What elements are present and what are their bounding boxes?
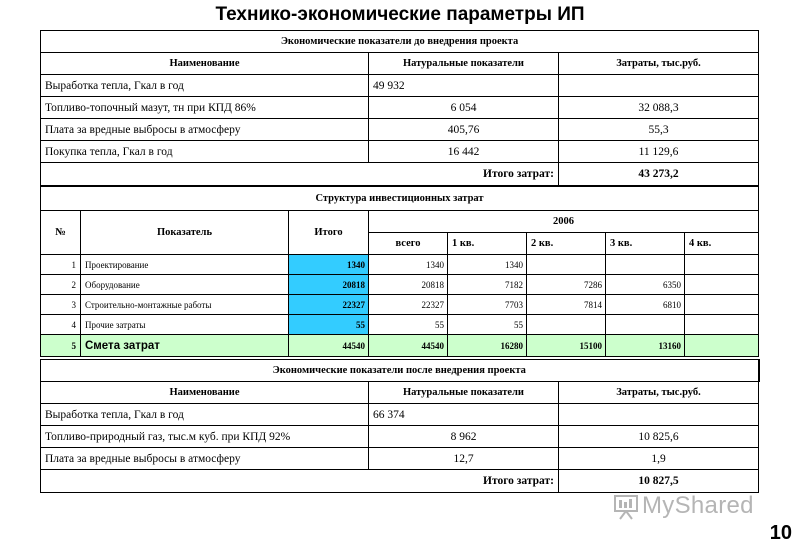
- table-row: [41, 75, 759, 97]
- row-q3: [606, 315, 685, 335]
- row-all: 55: [369, 315, 448, 335]
- row-name: Оборудование: [81, 275, 289, 295]
- row-cost: [559, 404, 759, 426]
- row-total: 55: [289, 315, 369, 335]
- total-value: 43 273,2: [559, 163, 759, 186]
- watermark-text: MyShared: [642, 492, 754, 519]
- row-q4: [685, 275, 759, 295]
- slide-title: Технико-экономические параметры ИП: [215, 4, 585, 25]
- row-all: 22327: [369, 295, 448, 315]
- row-q4: [685, 335, 759, 357]
- column-header-total: Итого: [289, 211, 369, 255]
- row-cost: 55,3: [559, 119, 759, 141]
- table-row: [41, 141, 759, 163]
- row-total: 44540: [289, 335, 369, 357]
- row-q3: 13160: [606, 335, 685, 357]
- total-label: Итого затрат:: [41, 163, 559, 186]
- column-header-all: всего: [369, 233, 448, 255]
- row-q3: 6350: [606, 275, 685, 295]
- column-header: Натуральные показатели: [369, 53, 559, 75]
- row-natural: 12,7: [369, 448, 559, 470]
- row-q4: [685, 315, 759, 335]
- column-header: Натуральные показатели: [369, 382, 559, 404]
- table-caption: Экономические показатели до внедрения проекта: [41, 31, 759, 53]
- table-row: [41, 119, 759, 141]
- row-cost: 11 129,6: [559, 141, 759, 163]
- row-q1: 7182: [448, 275, 527, 295]
- table-row: [41, 275, 759, 295]
- column-header: Затраты, тыс.руб.: [559, 53, 759, 75]
- row-total: 1340: [289, 255, 369, 275]
- row-name: Плата за вредные выбросы в атмосферу: [41, 448, 369, 470]
- table-row: [41, 255, 759, 275]
- row-number: 3: [41, 295, 81, 315]
- row-q4: [685, 295, 759, 315]
- row-total: 22327: [289, 295, 369, 315]
- row-q1: 7703: [448, 295, 527, 315]
- row-name: Выработка тепла, Гкал в год: [41, 404, 369, 426]
- table-investment-structure: [40, 186, 759, 357]
- row-name: Выработка тепла, Гкал в год: [41, 75, 369, 97]
- row-natural: 16 442: [369, 141, 559, 163]
- column-header-indicator: Показатель: [81, 211, 289, 255]
- row-q1: 16280: [448, 335, 527, 357]
- row-q2: 7286: [527, 275, 606, 295]
- row-name: Смета затрат: [81, 335, 289, 357]
- row-number: 2: [41, 275, 81, 295]
- row-name: Строительно-монтажные работы: [81, 295, 289, 315]
- column-header: Наименование: [41, 53, 369, 75]
- row-q2: [527, 255, 606, 275]
- row-natural: 8 962: [369, 426, 559, 448]
- row-q2: 7814: [527, 295, 606, 315]
- row-name: Плата за вредные выбросы в атмосферу: [41, 119, 369, 141]
- row-name: Прочие затраты: [81, 315, 289, 335]
- row-number: 4: [41, 315, 81, 335]
- row-name: Проектирование: [81, 255, 289, 275]
- column-header: Затраты, тыс.руб.: [559, 382, 759, 404]
- row-number: 1: [41, 255, 81, 275]
- row-q1: 1340: [448, 255, 527, 275]
- table-row: [41, 315, 759, 335]
- row-number: 5: [41, 335, 81, 357]
- row-name: Топливо-топочный мазут, тн при КПД 86%: [41, 97, 369, 119]
- row-q2: [527, 315, 606, 335]
- table-row: [41, 97, 759, 119]
- column-header-q2: 2 кв.: [527, 233, 606, 255]
- total-value: 10 827,5: [559, 470, 759, 493]
- table-caption: Экономические показатели после внедрения проекта: [41, 360, 759, 382]
- row-cost: 32 088,3: [559, 97, 759, 119]
- table-row: [41, 404, 759, 426]
- column-header-year: 2006: [369, 211, 759, 233]
- total-label: Итого затрат:: [41, 470, 559, 493]
- row-all: 20818: [369, 275, 448, 295]
- row-natural: 66 374: [369, 404, 559, 426]
- row-cost: 1,9: [559, 448, 759, 470]
- row-q1: 55: [448, 315, 527, 335]
- column-header-q1: 1 кв.: [448, 233, 527, 255]
- row-q3: 6810: [606, 295, 685, 315]
- column-header-number: №: [41, 211, 81, 255]
- row-natural: 6 054: [369, 97, 559, 119]
- row-q4: [685, 255, 759, 275]
- row-natural: 49 932: [369, 75, 559, 97]
- summary-row: [41, 335, 759, 357]
- row-cost: [559, 75, 759, 97]
- table-row: [41, 426, 759, 448]
- page-number: 10: [769, 522, 792, 544]
- row-cost: 10 825,6: [559, 426, 759, 448]
- row-all: 44540: [369, 335, 448, 357]
- table-before-implementation: [40, 30, 759, 186]
- table-caption: Структура инвестиционных затрат: [41, 187, 759, 211]
- row-q2: 15100: [527, 335, 606, 357]
- row-name: Топливо-природный газ, тыс.м куб. при КПД 92%: [41, 426, 369, 448]
- table-row: [41, 295, 759, 315]
- row-natural: 405,76: [369, 119, 559, 141]
- row-name: Покупка тепла, Гкал в год: [41, 141, 369, 163]
- row-all: 1340: [369, 255, 448, 275]
- table-after-implementation: [40, 359, 760, 493]
- column-header-q3: 3 кв.: [606, 233, 685, 255]
- row-total: 20818: [289, 275, 369, 295]
- row-q3: [606, 255, 685, 275]
- watermark-logo: [612, 492, 754, 520]
- table-row: [41, 448, 759, 470]
- column-header-q4: 4 кв.: [685, 233, 759, 255]
- column-header: Наименование: [41, 382, 369, 404]
